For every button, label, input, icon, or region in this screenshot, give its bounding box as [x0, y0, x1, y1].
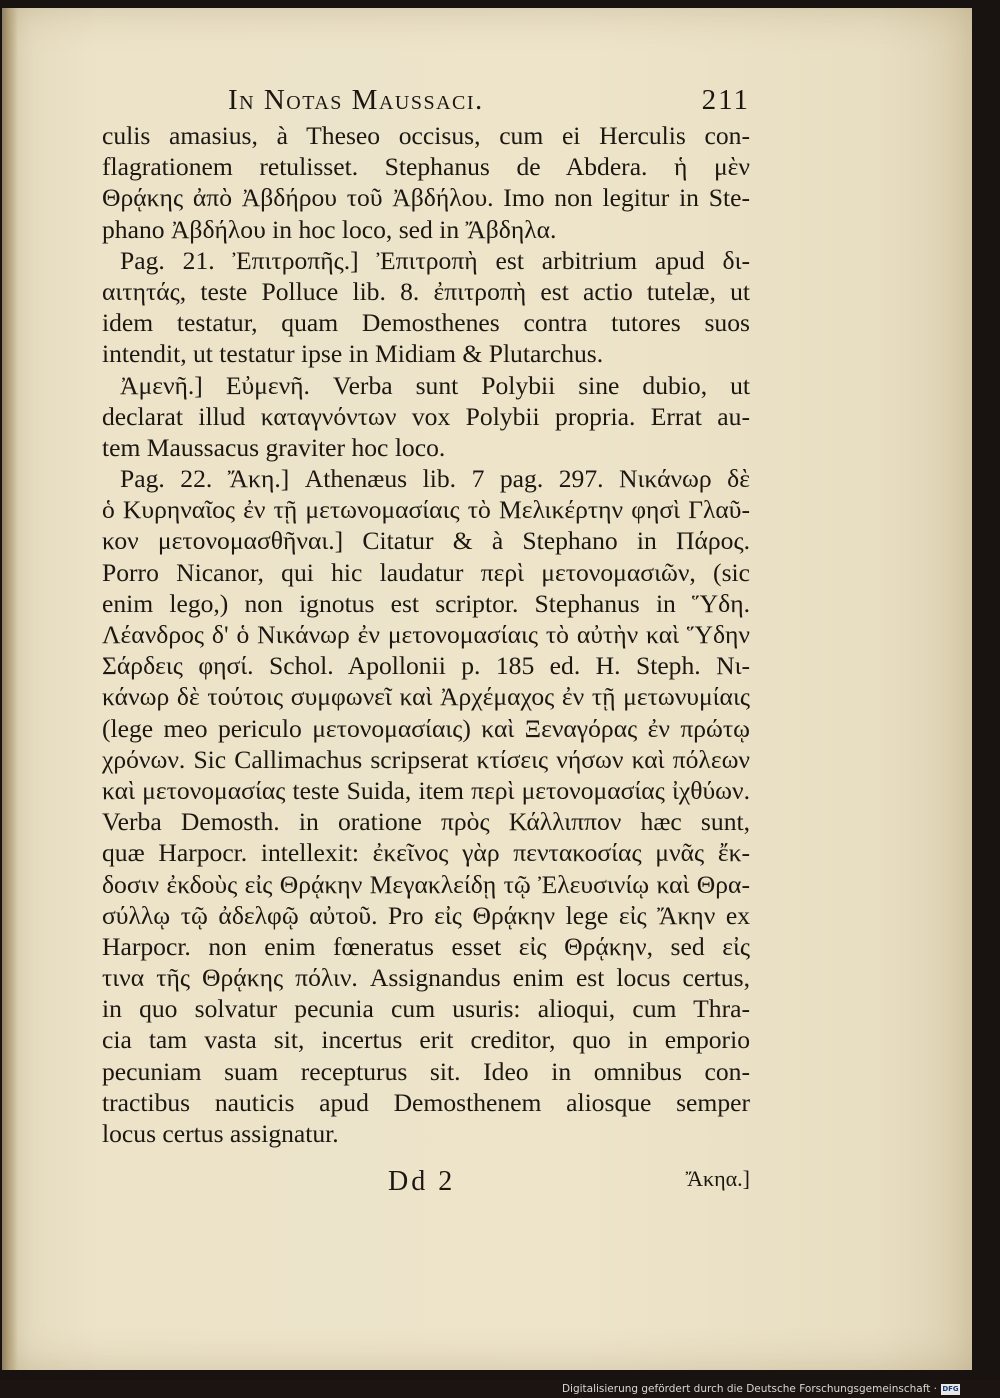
text-line: Harpocr. non enim fœneratus esset εἰς Θρᾴκην, sed εἰς	[102, 931, 750, 961]
catchword: Ἄκηα.]	[685, 1166, 750, 1191]
text-line: χρόνων. Sic Callimachus scripserat κτίσεις νήσων καὶ πόλεων	[102, 744, 750, 774]
text-line: quæ Harpocr. intellexit: ἐκεῖνος γὰρ πεντακοσίας μνᾶς ἔκ-	[102, 838, 750, 868]
text-line: cia tam vasta sit, incertus erit creditor, quo in emporio	[102, 1025, 750, 1055]
text-line: τινα τῆς Θρᾴκης πόλιν. Assignandus enim est locus certus,	[102, 963, 750, 993]
text-line: σύλλῳ τῷ ἀδελφῷ αὐτοῦ. Pro εἰς Θρᾴκην lege εἰς Ἄκην ex	[102, 900, 750, 930]
text-line: culis amasius, à Theseo occisus, cum ei Herculis con-	[102, 121, 750, 150]
text-line: flagrationem retulisset. Stephanus de Abdera. ἡ μὲν	[102, 152, 750, 182]
text-block	[102, 84, 750, 1149]
text-line: Pag. 22. Ἄκη.] Athenæus lib. 7 pag. 297. Νικάνωρ δὲ	[120, 464, 750, 494]
signature-mark: Dd 2	[388, 1166, 456, 1197]
text-line: enim lego,) non ignotus est scriptor. Stephanus in Ὕδη.	[102, 588, 750, 618]
text-line: intendit, ut testatur ipse in Midiam & Plutarchus.	[102, 339, 604, 369]
text-line: tractibus nauticis apud Demosthenem aliosque semper	[102, 1087, 750, 1117]
text-line: καὶ μετονομασίας teste Suida, item περὶ μετονομασίας ἰχθύων.	[102, 775, 750, 805]
text-line: declarat illud καταγνόντων vox Polybii propria. Errat au-	[102, 401, 750, 431]
text-line: δοσιν ἐκδοὺς εἰς Θρᾴκην Μεγακλείδῃ τῷ Ἐλευσινίῳ καὶ Θρα-	[102, 869, 750, 899]
text-line: locus certus assignatur.	[102, 1119, 339, 1148]
dfg-logo-icon: DFG	[942, 1384, 959, 1393]
text-line: κάνωρ δὲ τούτοις συμφωνεῖ καὶ Ἀρχέμαχος ἐν τῇ μετωνυμίαις	[102, 682, 750, 712]
page-gutter	[2, 8, 18, 1370]
text-line: idem testatur, quam Demosthenes contra tutores suos	[102, 308, 750, 338]
text-line: αιτητάς, teste Polluce lib. 8. ἐπιτροπὴ est actio tutelæ, ut	[102, 276, 750, 306]
page-number: 211	[701, 84, 750, 116]
text-line: ὁ Κυρηναῖος ἐν τῇ μετωνομασίαις τὸ Μελικέρτην φησὶ Γλαῦ-	[102, 495, 750, 525]
running-head	[102, 84, 750, 120]
text-line: pecuniam suam recepturus sit. Ideo in omnibus con-	[102, 1056, 750, 1086]
running-title: In Notas Maussaci.	[228, 84, 484, 116]
text-line: Verba Demosth. in oratione πρὸς Κάλλιππον hæc sunt,	[102, 807, 750, 837]
text-line: in quo solvatur pecunia cum usuris: alioqui, cum Thra-	[102, 994, 750, 1024]
text-line: phano Ἀβδήλου in hoc loco, sed in Ἄβδηλα.	[102, 214, 557, 244]
text-line: Ἀμενῆ.] Εὐμενῆ. Verba sunt Polybii sine dubio, ut	[120, 370, 750, 400]
digitization-note	[562, 1383, 960, 1395]
text-line: (lege meo periculo μετονομασίαις) καὶ Ξεναγόρας ἐν πρώτῳ	[102, 713, 750, 743]
page-footer	[102, 1166, 750, 1206]
text-line: tem Maussacus graviter hoc loco.	[102, 432, 446, 462]
text-line: Pag. 21. Ἐπιτροπῆς.] Ἐπιτροπὴ est arbitrium apud δι-	[120, 245, 750, 275]
text-line: Σάρδεις φησί. Schol. Apollonii p. 185 ed. H. Steph. Νι-	[102, 651, 750, 681]
text-line: κον μετονομασθῆναι.] Citatur & à Stephano in Πάρος.	[102, 526, 750, 556]
body-text	[102, 120, 750, 1149]
text-line: Θρᾴκης ἀπὸ Ἀβδήρου τοῦ Ἀβδήλου. Imo non legitur in Ste-	[102, 183, 750, 213]
text-line: Λέανδρος δ' ὁ Νικάνωρ ἐν μετονομασίαις τὸ αὐτὴν καὶ Ὕδην	[102, 620, 750, 649]
digitization-note-text: Digitalisierung gefördert durch die Deutsche Forschungsgemeinschaft ·	[561, 1383, 937, 1395]
text-line: Porro Nicanor, qui hic laudatur περὶ μετονομασιῶν, (sic	[102, 557, 750, 587]
